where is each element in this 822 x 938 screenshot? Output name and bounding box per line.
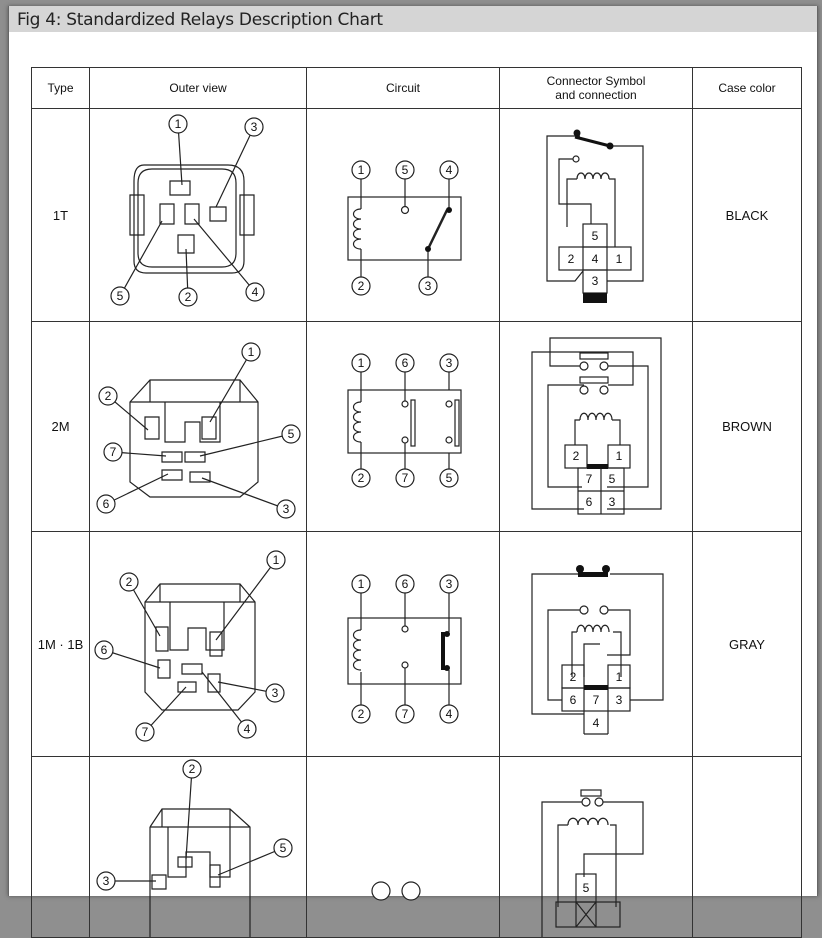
diagram-stroke <box>145 417 216 482</box>
diagram-stroke <box>580 386 588 394</box>
connector-pin-label: 2 <box>569 670 577 684</box>
diagram-stroke <box>354 630 362 670</box>
table-row <box>32 532 802 757</box>
circuit-diagram <box>307 322 499 531</box>
diagram-stroke <box>581 790 601 796</box>
diagram-stroke <box>444 631 450 637</box>
diagram-stroke <box>106 352 291 509</box>
diagram-stroke <box>542 802 643 937</box>
diagram-stroke <box>402 626 408 632</box>
diagram-stroke <box>583 293 607 303</box>
diagram-stroke <box>168 827 230 877</box>
diagram-stroke <box>411 400 415 446</box>
diagram-stroke <box>576 902 596 927</box>
diagram-stroke <box>577 173 609 179</box>
header-outer-view: Outer view <box>90 68 307 109</box>
outer-pin-label: 2 <box>184 290 192 304</box>
diagram-stroke <box>145 584 255 602</box>
diagram-stroke <box>584 685 608 690</box>
circuit-pin-label: 3 <box>445 356 453 370</box>
outer-pin-label: 3 <box>250 120 258 134</box>
diagram-stroke <box>607 366 648 487</box>
outer-pin-label: 6 <box>100 643 108 657</box>
diagram-stroke <box>595 798 603 806</box>
diagram-stroke <box>600 362 608 370</box>
connector-pin-label: 3 <box>608 495 616 509</box>
diagram-stroke <box>170 602 224 650</box>
diagram-stroke <box>600 606 608 614</box>
diagram-stroke <box>568 818 608 825</box>
circuit-pin-label: 7 <box>401 707 409 721</box>
circuit-cell <box>307 757 500 938</box>
diagram-stroke <box>402 437 408 443</box>
outer-pin-label: 3 <box>271 686 279 700</box>
connector-pin-label: 1 <box>615 252 623 266</box>
diagram-stroke <box>602 565 610 573</box>
outer-pin-label: 4 <box>251 285 259 299</box>
diagram-stroke <box>580 362 588 370</box>
title-bar <box>9 6 817 32</box>
connector-pin-label: 5 <box>608 472 616 486</box>
type-cell: 1M · 1B <box>32 532 90 757</box>
connector-pin-label: 5 <box>582 881 590 895</box>
outer-pin-label: 2 <box>104 389 112 403</box>
diagram-stroke <box>532 574 663 734</box>
diagram-stroke <box>444 665 450 671</box>
diagram-stroke <box>455 400 459 446</box>
diagram-stroke <box>150 809 250 937</box>
diagram-stroke <box>547 136 643 293</box>
circuit-pin-label: 4 <box>445 707 453 721</box>
outer-pin-label: 1 <box>247 345 255 359</box>
outer-pin-label: 5 <box>287 427 295 441</box>
diagram-stroke <box>582 798 590 806</box>
diagram-stroke <box>348 179 461 277</box>
relay-description-table <box>31 67 802 938</box>
connector-cell <box>500 109 693 322</box>
circuit-pin-label: 6 <box>401 577 409 591</box>
connector-pin-label: 4 <box>591 252 599 266</box>
diagram-stroke <box>441 632 445 670</box>
outer-view-cell <box>90 532 307 757</box>
diagram-stroke <box>402 401 408 407</box>
diagram-stroke <box>428 210 447 249</box>
diagram-stroke <box>446 401 452 407</box>
diagram-stroke <box>106 769 283 881</box>
relay-body-drawing <box>120 124 255 297</box>
connector-pin-label: 6 <box>585 495 593 509</box>
diagram-stroke <box>402 662 408 668</box>
circuit-pin-label: 1 <box>357 163 365 177</box>
circuit-pin-label: 2 <box>357 471 365 485</box>
connector-pin-label: 3 <box>615 693 623 707</box>
outer-pin-label: 2 <box>188 762 196 776</box>
diagram-stroke <box>600 386 608 394</box>
outer-pin-label: 5 <box>279 841 287 855</box>
diagram-stroke <box>145 584 255 710</box>
diagram-stroke <box>559 159 591 224</box>
circuit-pin-label: 4 <box>445 163 453 177</box>
diagram-stroke <box>372 882 390 900</box>
circuit-pin-label: 5 <box>401 163 409 177</box>
header-connector-line2: and connection <box>555 88 637 102</box>
diagram-stroke <box>354 402 362 442</box>
circuit-pin-label: 2 <box>357 707 365 721</box>
relay-outer-view-drawing <box>90 757 306 937</box>
connector-pin-label: 7 <box>592 693 600 707</box>
type-cell: 1T <box>32 109 90 322</box>
diagram-stroke <box>607 146 643 281</box>
outer-pin-label: 6 <box>102 497 110 511</box>
outer-view-cell <box>90 757 307 938</box>
diagram-stroke <box>156 627 222 692</box>
diagram-stroke <box>580 353 608 359</box>
diagram-stroke <box>607 143 614 150</box>
circuit-pin-label: 3 <box>445 577 453 591</box>
diagram-stroke <box>361 593 449 705</box>
header-circuit: Circuit <box>307 68 500 109</box>
circuit-diagram <box>307 532 499 756</box>
outer-pin-label: 7 <box>141 725 149 739</box>
diagram-stroke <box>587 464 608 469</box>
circuit-diagram <box>307 109 499 321</box>
circuit-pin-label: 3 <box>424 279 432 293</box>
circuit-pin-label: 6 <box>401 356 409 370</box>
outer-pin-label: 5 <box>116 289 124 303</box>
connector-pin-label: 1 <box>615 449 623 463</box>
diagram-stroke <box>556 902 620 927</box>
connector-symbol-diagram <box>500 109 692 321</box>
connector-symbol-diagram <box>500 322 692 531</box>
connector-pin-label: 5 <box>591 229 599 243</box>
diagram-stroke <box>575 137 610 146</box>
case-color-cell: BROWN <box>693 322 802 532</box>
document-window <box>8 6 818 896</box>
connector-cell <box>500 532 693 757</box>
circuit-cell <box>307 532 500 757</box>
diagram-stroke <box>446 207 452 213</box>
outer-pin-label: 1 <box>174 117 182 131</box>
header-connector <box>500 68 693 109</box>
relay-outer-view-drawing <box>90 322 306 531</box>
circuit-diagram <box>307 757 499 937</box>
figure-title: Fig 4: Standardized Relays Description Chart <box>17 10 383 30</box>
case-color-cell: GRAY <box>693 532 802 757</box>
diagram-stroke <box>348 372 461 469</box>
circuit-cell <box>307 322 500 532</box>
outer-pin-label: 2 <box>125 575 133 589</box>
diagram-stroke <box>575 420 620 445</box>
connector-pin-label: 3 <box>591 274 599 288</box>
connector-cell <box>500 757 693 938</box>
table-row <box>32 757 802 938</box>
case-color-cell: BLACK <box>693 109 802 322</box>
diagram-stroke <box>120 124 255 297</box>
diagram-stroke <box>106 769 283 937</box>
diagram-stroke <box>130 380 258 402</box>
diagram-stroke <box>532 352 633 509</box>
connector-pin-label: 1 <box>615 670 623 684</box>
diagram-stroke <box>425 246 431 252</box>
table-row <box>32 109 802 322</box>
connector-pin-label: 2 <box>567 252 575 266</box>
outer-pin-label: 4 <box>243 722 251 736</box>
diagram-stroke <box>542 790 643 937</box>
diagram-stroke <box>580 606 588 614</box>
diagram-stroke <box>361 372 449 469</box>
connector-pin-label: 2 <box>572 449 580 463</box>
circuit-cell <box>307 109 500 322</box>
header-connector-line1: Connector Symbol <box>546 74 646 88</box>
circuit-pin-label: 7 <box>401 471 409 485</box>
header-case-color: Case color <box>693 68 802 109</box>
relay-outer-view-drawing <box>90 532 306 756</box>
connector-symbol-diagram <box>500 532 692 756</box>
circuit-pin-label: 1 <box>357 577 365 591</box>
circuit-pin-label: 5 <box>445 471 453 485</box>
header-type: Type <box>32 68 90 109</box>
type-cell <box>32 757 90 938</box>
table-row <box>32 322 802 532</box>
connector-pin-label: 4 <box>592 716 600 730</box>
header-row <box>32 68 802 109</box>
diagram-stroke <box>402 882 420 900</box>
outer-view-cell <box>90 322 307 532</box>
outer-pin-label: 7 <box>109 445 117 459</box>
diagram-stroke <box>573 156 579 162</box>
connector-pin-label: 6 <box>569 693 577 707</box>
outer-view-cell <box>90 109 307 322</box>
diagram-stroke <box>580 413 612 420</box>
diagram-stroke <box>574 130 581 137</box>
diagram-stroke <box>165 402 220 442</box>
diagram-stroke <box>446 437 452 443</box>
connector-symbol-diagram <box>500 757 692 937</box>
connector-cell <box>500 322 693 532</box>
diagram-stroke <box>402 207 409 214</box>
outer-pin-label: 3 <box>282 502 290 516</box>
diagram-stroke <box>361 179 449 277</box>
circuit-pin-label: 1 <box>357 356 365 370</box>
relay-outer-view-drawing <box>90 109 306 321</box>
diagram-stroke <box>584 644 600 677</box>
case-color-cell <box>693 757 802 938</box>
type-cell: 2M <box>32 322 90 532</box>
outer-pin-label: 1 <box>272 553 280 567</box>
diagram-stroke <box>576 565 584 573</box>
diagram-stroke <box>354 209 362 249</box>
diagram-stroke <box>160 181 226 253</box>
outer-pin-label: 3 <box>102 874 110 888</box>
diagram-stroke <box>578 572 608 577</box>
diagram-stroke <box>532 338 661 514</box>
connector-pin-label: 7 <box>585 472 593 486</box>
circuit-pin-label: 2 <box>357 279 365 293</box>
diagram-stroke <box>580 377 608 383</box>
diagram-stroke <box>577 625 609 632</box>
